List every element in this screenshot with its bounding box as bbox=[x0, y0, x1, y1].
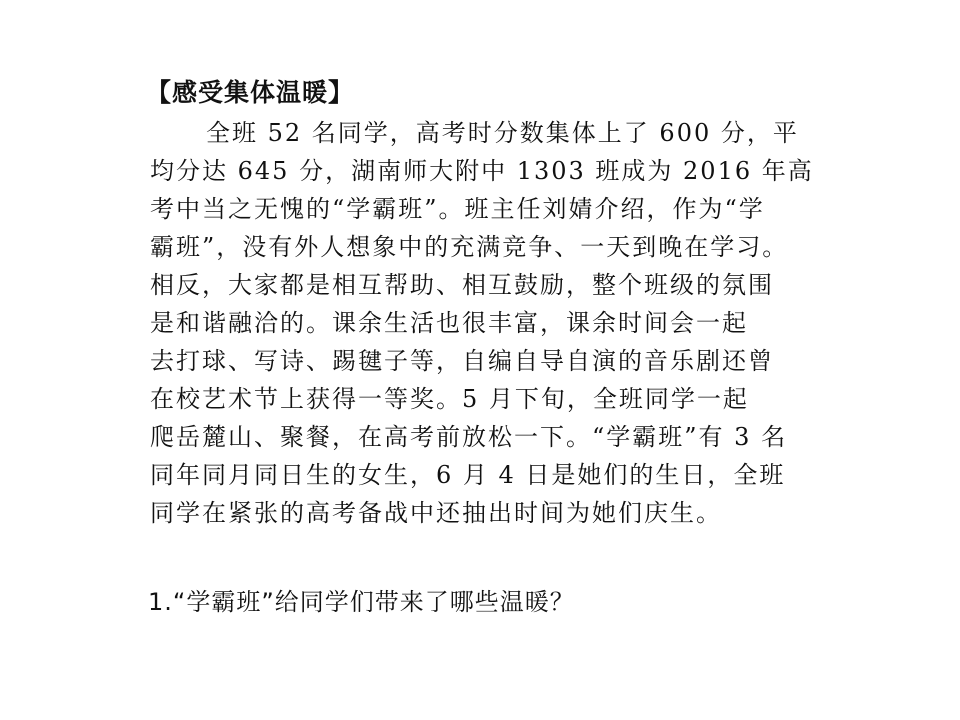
passage-line: 爬岳麓山、聚餐，在高考前放松一下。“学霸班”有 3 名 bbox=[150, 423, 788, 451]
section-heading: 【感受集体温暖】 bbox=[146, 78, 355, 107]
passage-line: 全班 52 名同学，高考时分数集体上了 600 分，平 bbox=[206, 119, 799, 147]
passage-line: 在校艺术节上获得一等奖。5 月下旬，全班同学一起 bbox=[150, 385, 749, 413]
passage-line: 同年同月同日生的女生，6 月 4 日是她们的生日，全班 bbox=[150, 461, 786, 489]
passage-line: 同学在紧张的高考备战中还抽出时间为她们庆生。 bbox=[150, 499, 722, 527]
passage-line: 均分达 645 分，湖南师大附中 1303 班成为 2016 年高 bbox=[150, 157, 814, 185]
passage-line: 霸班”，没有外人想象中的充满竞争、一天到晚在学习。 bbox=[150, 233, 789, 261]
passage-line: 考中当之无愧的“学霸班”。班主任刘婧介绍，作为“学 bbox=[150, 195, 765, 223]
passage-line: 是和谐融洽的。课余生活也很丰富，课余时间会一起 bbox=[150, 309, 748, 337]
question-1: 1.“学霸班”给同学们带来了哪些温暖？ bbox=[148, 588, 575, 616]
passage-line: 去打球、写诗、踢毽子等，自编自导自演的音乐剧还曾 bbox=[150, 347, 774, 375]
passage bbox=[150, 114, 820, 532]
passage-line: 相反，大家都是相互帮助、相互鼓励，整个班级的氛围 bbox=[150, 271, 774, 299]
